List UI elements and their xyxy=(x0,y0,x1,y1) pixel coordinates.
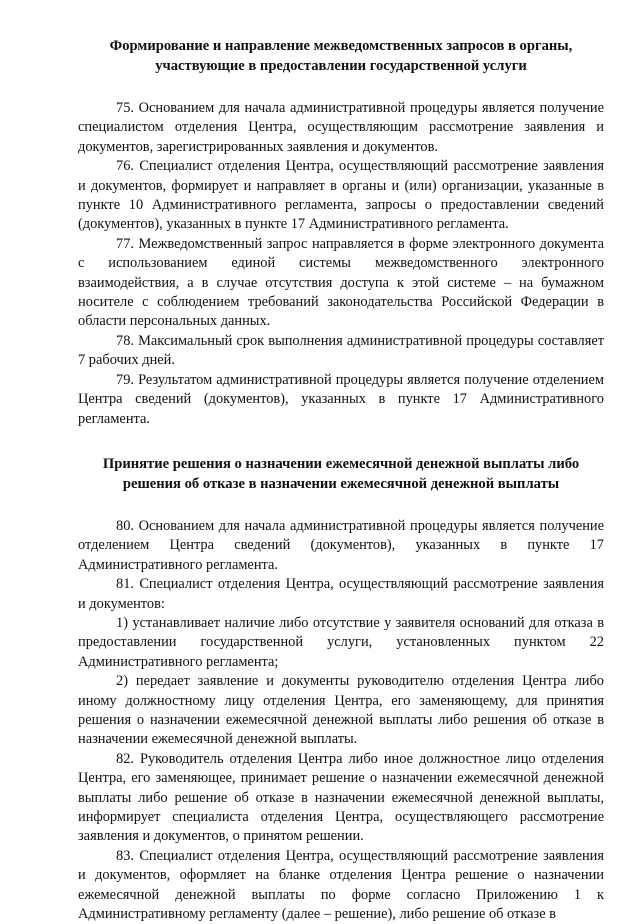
paragraph-81: 81. Специалист отделения Центра, осуществляющий рассмотрение заявления и документов: xyxy=(78,576,604,612)
section-heading: Принятие решения о назначении ежемесячной денежной выплаты либо решения об отказе в назначении ежемесячной денежной выплаты xyxy=(102,455,580,492)
paragraph-76: 76. Специалист отделения Центра, осуществляющий рассмотрение заявления и документов, формирует и направляет в органы и (или) организации, указанные в пункте 10 Административного регламента, запросы о предоставлении сведений (документов), указанных в пункте 17 Административного регламента. xyxy=(78,158,604,233)
sub-item-2: 2) передает заявление и документы руководителю отделения Центра либо иному должностному лицу отделения Центра, его заменяющему, для принятия решения о назначении ежемесячной денежной выплаты либо решения об отказе в назначении ежемесячной денежной выплаты. xyxy=(78,673,604,748)
paragraph-80: 80. Основанием для начала административной процедуры является получение отделением Центра сведений (документов), указанных в пункте 17 Административного регламента. xyxy=(78,517,604,573)
paragraph-83: 83. Специалист отделения Центра, осуществляющий рассмотрение заявления и документов, оформляет на бланке отделения Центра решение о назначении ежемесячной денежной выплаты по форме согласно Приложению 1 к Административному регламенту (далее – решение), либо решение об отказе в xyxy=(78,847,604,923)
sub-item-1: 1) устанавливает наличие либо отсутствие у заявителя оснований для отказа в предоставлении государственной услуги, установленных пунктом 22 Административного регламента; xyxy=(78,614,604,670)
paragraph-77: 77. Межведомственный запрос направляется в форме электронного документа с использованием единой системы межведомственного электронного взаимодействия, а в случае отсутствия доступа к этой системе – на бумажном носителе с соблюдением требований законодательства Российской Федерации в области персональных данных. xyxy=(78,235,604,330)
paragraph-82: 82. Руководитель отделения Центра либо иное должностное лицо отделения Центра, его заменяющее, принимает решение о назначении ежемесячной денежной выплаты либо решение об отказе в назначении ежемесячной денежной выплаты, информирует специалиста отделения Центра, осуществляющего рассмотрение заявления и документов, о принятом решении. xyxy=(78,750,604,845)
paragraph-79: 79. Результатом административной процедуры является получение отделением Центра сведений (документов), указанных в пункте 17 Административного регламента. xyxy=(78,371,604,427)
paragraph-75: 75. Основанием для начала административной процедуры является получение специалистом отделения Центра, осуществляющим рассмотрение заявления и документов, зарегистрированных заявления и документов. xyxy=(78,100,604,155)
section-heading: Формирование и направление межведомственных запросов в органы, участвующие в предоставлении государственной услуги xyxy=(109,38,573,74)
paragraph-78: 78. Максимальный срок выполнения административной процедуры составляет 7 рабочих дней. xyxy=(78,332,604,369)
